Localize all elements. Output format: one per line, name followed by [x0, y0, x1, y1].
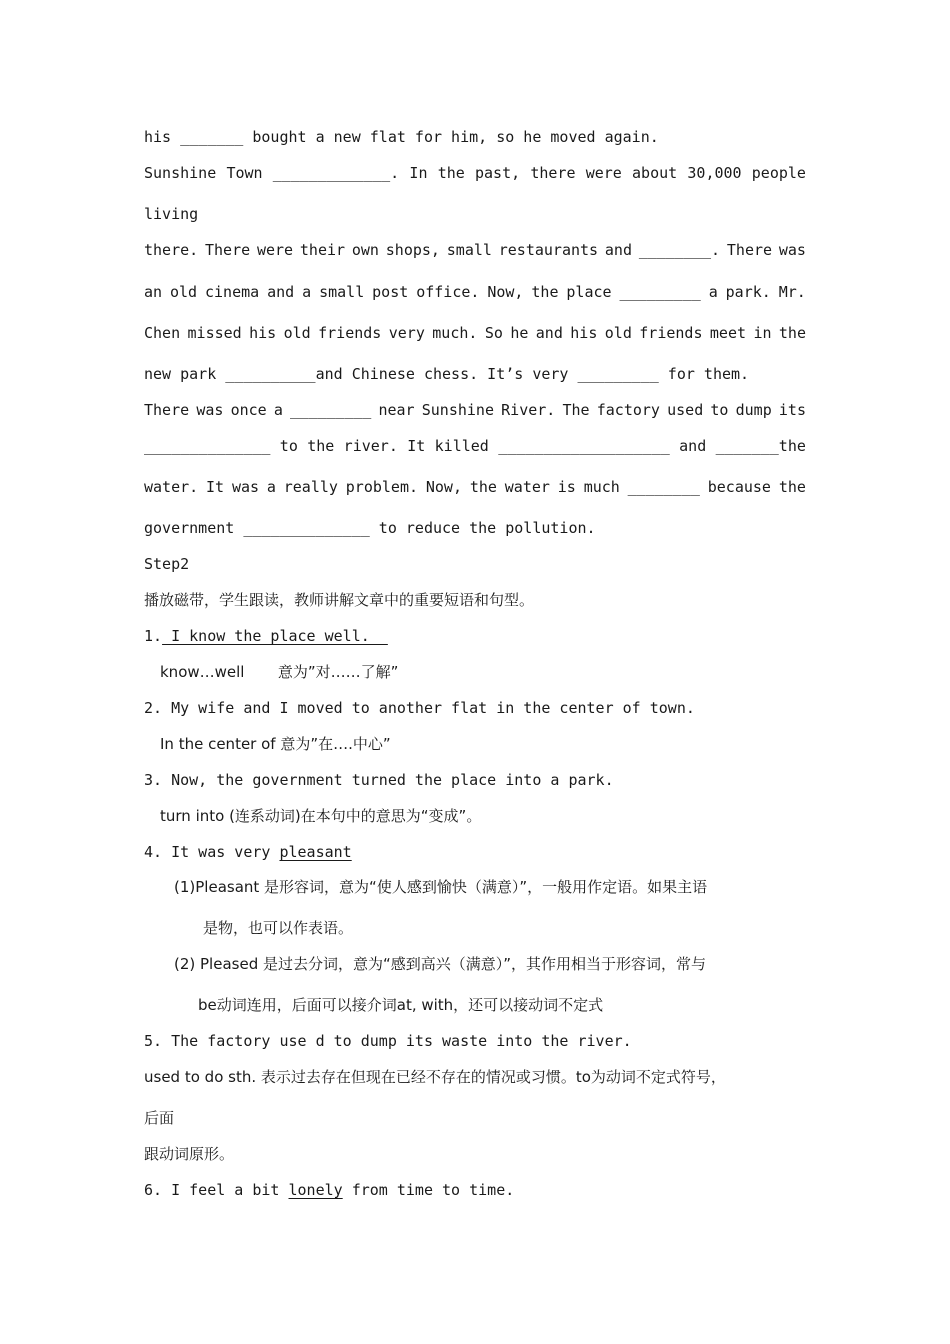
word: place: [566, 283, 612, 301]
word: _______the: [715, 437, 806, 455]
step2-heading: Step2: [144, 555, 190, 573]
note-1-number: 1.: [144, 627, 163, 645]
word: It: [407, 437, 426, 455]
note-6-suffix: from time to time.: [342, 1181, 515, 1199]
word: a: [273, 401, 283, 419]
word: because: [707, 478, 771, 496]
word: park.: [725, 283, 771, 301]
word: Sunshine: [421, 401, 494, 419]
word: to: [279, 437, 298, 455]
word: the: [778, 478, 806, 496]
word: there.: [144, 241, 199, 259]
word: the: [778, 324, 806, 342]
word: water: [504, 478, 550, 496]
note-4-point-1: (1)Pleasant 是形容词，意为“使人感到愉快（满意）”，一般用作定语。如果主语: [174, 878, 708, 896]
word: There: [144, 401, 190, 419]
passage-line-8: [144, 400, 806, 420]
word: river.: [343, 437, 398, 455]
passage-line-9: [144, 436, 806, 456]
word: factory: [596, 401, 660, 419]
word: It: [206, 478, 225, 496]
word: River.: [501, 401, 556, 419]
word: a: [266, 478, 276, 496]
word: There: [726, 241, 773, 259]
note-6-keyword: lonely: [288, 1181, 343, 1199]
word: post: [372, 283, 409, 301]
note-2-explanation: In the center of 意为”在….中心”: [160, 735, 391, 753]
note-1-explanation: know…well 意为”对……了解”: [160, 663, 399, 681]
word: problem.: [345, 478, 419, 496]
word: and: [604, 241, 632, 259]
passage-line-2: [144, 163, 806, 183]
passage-line-7: new park __________and Chinese chess. It’s very _________ for them.: [144, 365, 750, 383]
word: Sunshine: [144, 164, 217, 182]
word: people: [751, 164, 806, 182]
word: In: [409, 164, 428, 182]
word: office.: [416, 283, 480, 301]
passage-line-4: [144, 240, 806, 260]
note-4-point-2: (2) Pleased 是过去分词，意为“感到高兴（满意）”，其作用相当于形容词，常与: [174, 955, 707, 973]
note-2: 2. My wife and I moved to another flat in the center of town.: [144, 699, 695, 717]
word: _________: [290, 401, 372, 419]
word: is: [557, 478, 576, 496]
word: _____________.: [272, 164, 400, 182]
word: were: [585, 164, 622, 182]
passage-line-1: his _______ bought a new flat for him, so he moved again.: [144, 128, 659, 146]
word: ________.: [638, 241, 721, 259]
word: missed: [187, 324, 242, 342]
word: ___________________: [498, 437, 670, 455]
word: much: [583, 478, 620, 496]
word: an: [144, 283, 163, 301]
word: dump: [735, 401, 772, 419]
word: very: [388, 324, 425, 342]
note-1: [144, 626, 388, 646]
word: Now,: [487, 283, 524, 301]
word: its: [778, 401, 806, 419]
word: used: [667, 401, 704, 419]
passage-line-11: government ______________ to reduce the pollution.: [144, 519, 596, 537]
word: meet: [709, 324, 747, 342]
note-5-explanation-cont: 后面: [144, 1109, 175, 1127]
word: So: [484, 324, 503, 342]
word: _________: [619, 283, 701, 301]
word: ________: [627, 478, 700, 496]
note-3-explanation: turn into (连系动词)在本句中的意思为“变成”。: [160, 807, 482, 825]
note-6: [144, 1180, 514, 1200]
word: the: [307, 437, 335, 455]
word: small: [319, 283, 365, 301]
word: was: [196, 401, 224, 419]
word: near: [378, 401, 415, 419]
note-4-keyword: pleasant: [279, 843, 352, 861]
word: Town: [226, 164, 263, 182]
word: the: [469, 478, 497, 496]
word: friends: [639, 324, 703, 342]
word: their: [299, 241, 346, 259]
word: the: [531, 283, 559, 301]
word: to: [710, 401, 729, 419]
word: There: [205, 241, 251, 259]
word: cinema: [205, 283, 260, 301]
word: once: [230, 401, 267, 419]
word: Mr.: [778, 283, 806, 301]
note-3: 3. Now, the government turned the place into a park.: [144, 771, 614, 789]
word: much.: [432, 324, 478, 342]
word: shops,: [385, 241, 440, 259]
word: he: [510, 324, 529, 342]
word: Chen: [144, 324, 181, 342]
word: were: [256, 241, 294, 259]
word: old: [604, 324, 632, 342]
word: killed: [434, 437, 489, 455]
word: a: [302, 283, 312, 301]
word: restaurants: [498, 241, 599, 259]
word: old: [169, 283, 198, 301]
word: his: [570, 324, 598, 342]
word: was: [231, 478, 260, 496]
word: really: [283, 478, 338, 496]
word: a: [708, 283, 718, 301]
word: own: [351, 241, 379, 259]
word: friends: [318, 324, 382, 342]
word: The: [562, 401, 590, 419]
word: and: [535, 324, 563, 342]
passage-line-3: living: [144, 205, 199, 223]
word: and: [679, 437, 707, 455]
word: past,: [474, 164, 521, 182]
note-1-sentence: I know the place well.: [162, 627, 388, 645]
passage-line-5: [144, 282, 806, 302]
note-4-point-1-cont: 是物，也可以作表语。: [203, 919, 354, 937]
word: Now,: [425, 478, 462, 496]
word: the: [437, 164, 465, 182]
word: was: [778, 241, 806, 259]
word: water.: [144, 478, 199, 496]
word: there: [530, 164, 576, 182]
word: his: [249, 324, 277, 342]
passage-line-6: [144, 323, 806, 343]
note-5-explanation-end: 跟动词原形。: [144, 1145, 235, 1163]
passage-line-10: [144, 477, 806, 497]
word: about: [632, 164, 678, 182]
note-4-prefix: 4. It was very: [144, 843, 280, 861]
note-5: 5. The factory use d to dump its waste into the river.: [144, 1032, 632, 1050]
word: 30,000: [687, 164, 742, 182]
step2-intro: 播放磁带，学生跟读，教师讲解文章中的重要短语和句型。: [144, 591, 535, 609]
note-4-point-2-cont: be动词连用，后面可以接介词at, with，还可以接动词不定式: [198, 996, 604, 1014]
word: in: [753, 324, 772, 342]
note-6-prefix: 6. I feel a bit: [144, 1181, 289, 1199]
word: small: [446, 241, 492, 259]
word: and: [267, 283, 295, 301]
note-4: [144, 842, 352, 862]
word: ______________: [144, 437, 271, 455]
word: old: [283, 324, 311, 342]
note-5-explanation: used to do sth. 表示过去存在但现在已经不存在的情况或习惯。to为动词不定式符号，: [144, 1068, 726, 1086]
